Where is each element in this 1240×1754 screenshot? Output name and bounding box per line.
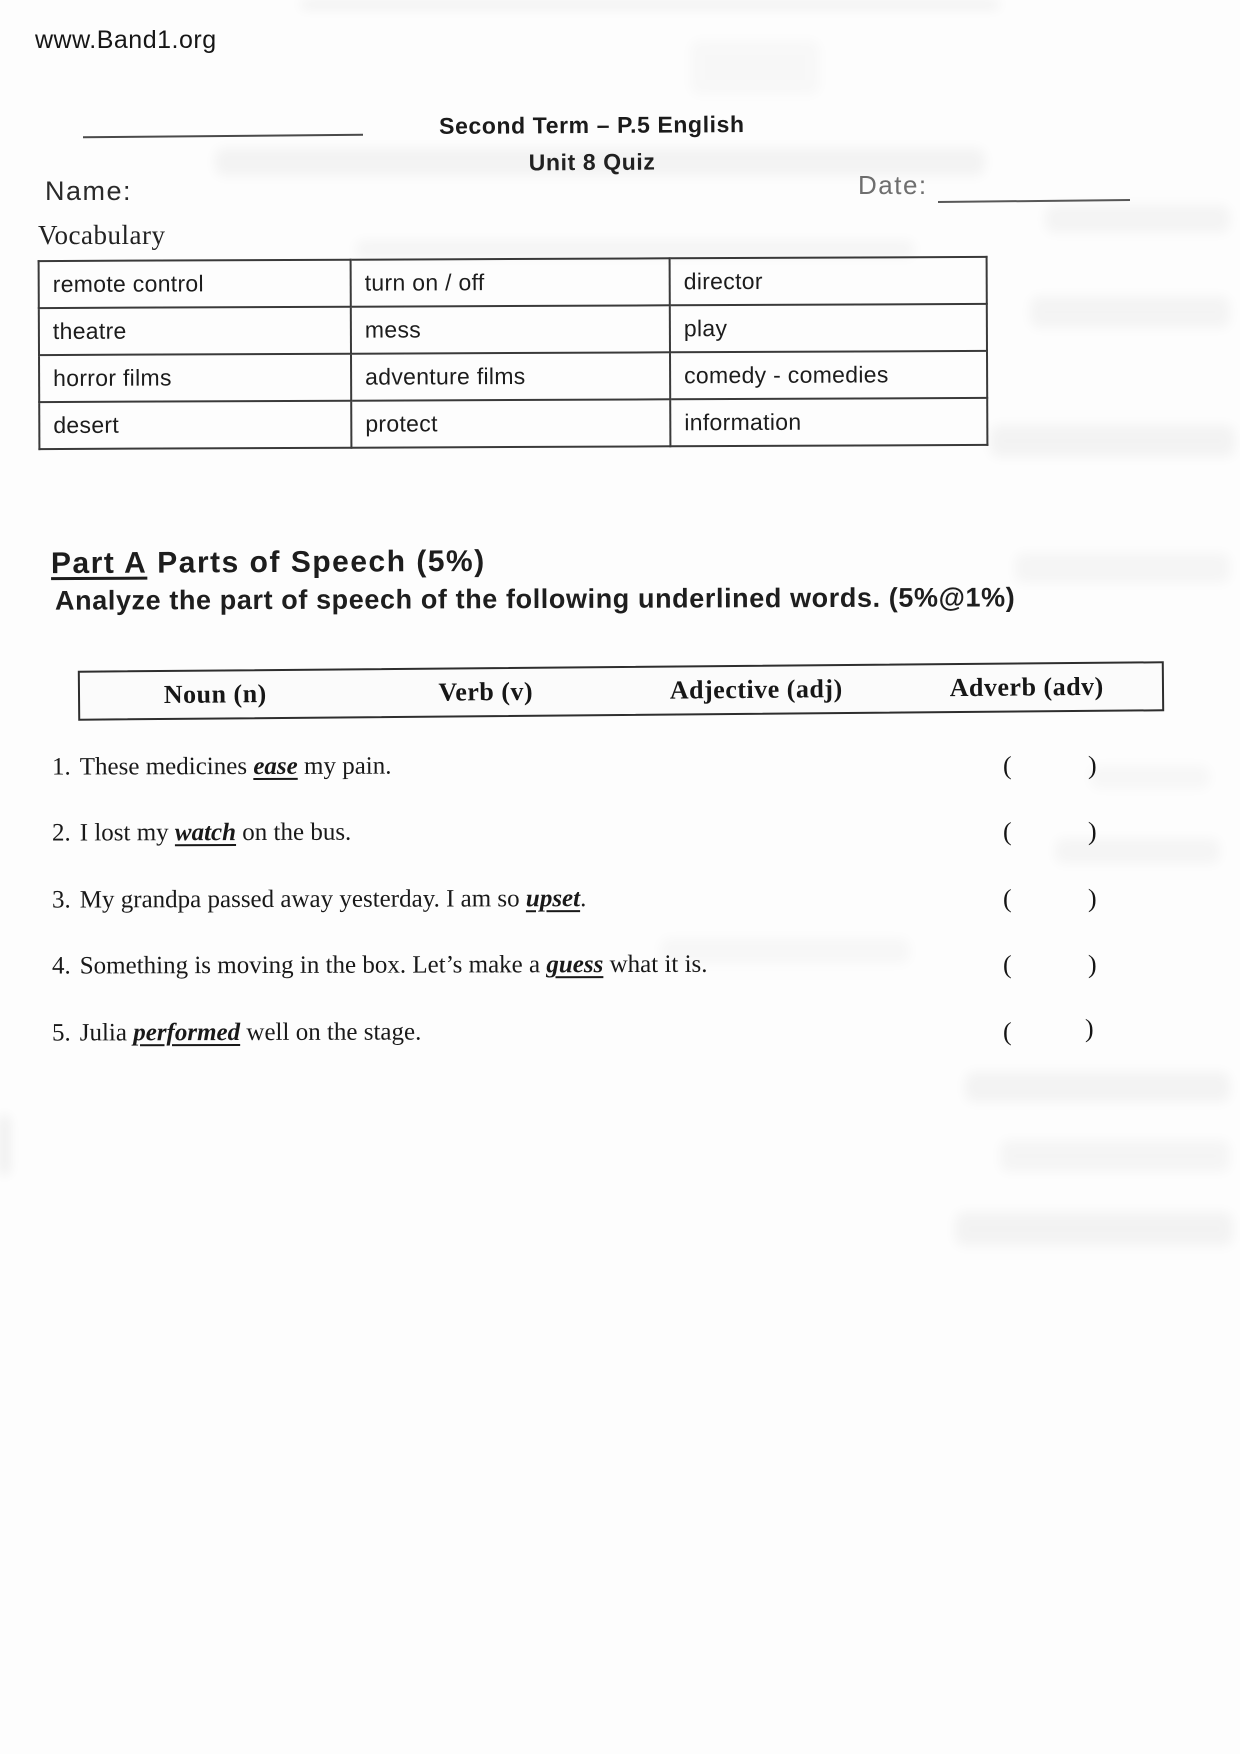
scan-artifact [1090, 765, 1210, 789]
scan-artifact [1045, 205, 1230, 233]
question-2 [52, 816, 1212, 855]
scan-artifact [955, 1212, 1233, 1246]
answer-paren-close: ) [1087, 949, 1097, 979]
pos-option-noun: Noun (n) [163, 679, 267, 709]
underlined-word: guess [546, 951, 604, 979]
scan-artifact [0, 1115, 9, 1175]
scan-artifact [965, 1072, 1230, 1102]
question-text: . [580, 885, 587, 913]
answer-paren-open: ( [1002, 751, 1012, 781]
part-a-instruction: Analyze the part of speech of the following underlined words. (5%@1%) [54, 582, 1016, 616]
date-blank-line [938, 199, 1130, 203]
scan-artifact [355, 240, 915, 258]
answer-paren-open: ( [1002, 817, 1012, 847]
vocab-cell: horror films [39, 354, 351, 402]
answer-paren-close: ) [1087, 750, 1097, 780]
vocab-cell: turn on / off [351, 258, 670, 306]
question-text: well on the stage. [240, 1018, 422, 1047]
part-a-label: Part A [50, 546, 148, 581]
date-label: Date: [858, 170, 928, 200]
table-row [39, 398, 987, 449]
pos-option-adverb: Adverb (adv) [949, 671, 1104, 703]
scan-artifact [660, 938, 910, 964]
vocab-cell: director [670, 257, 987, 305]
question-text: what it is. [603, 950, 708, 979]
vocab-cell: mess [351, 305, 670, 353]
vocab-cell: adventure films [351, 352, 670, 400]
answer-paren-close: ) [1087, 816, 1097, 846]
question-5 [51, 1013, 1212, 1055]
question-text: Something is moving in the box. Let’s make a [79, 951, 547, 980]
scan-artifact [215, 148, 985, 176]
name-label: Name: [45, 176, 133, 206]
vocabulary-table [38, 256, 989, 450]
scan-artifact [1015, 553, 1230, 583]
scan-artifact [300, 0, 1000, 9]
vocab-cell: protect [351, 399, 670, 447]
scan-artifact [690, 40, 820, 95]
underlined-word: watch [174, 819, 237, 847]
title-line-2: Unit 8 Quiz [528, 148, 656, 176]
pos-option-adjective: Adjective (adj) [669, 674, 843, 705]
scan-artifact [990, 425, 1235, 457]
answer-paren-open: ( [1002, 1017, 1012, 1047]
question-number: 3. [51, 886, 71, 914]
table-row [39, 351, 987, 402]
question-4 [52, 949, 1212, 988]
answer-paren-close: ) [1084, 1013, 1094, 1043]
scan-artifact [1030, 296, 1230, 328]
scan-artifact [1055, 838, 1220, 864]
table-row [39, 257, 987, 308]
pos-option-verb: Verb (v) [438, 676, 534, 707]
scan-artifact [1000, 1140, 1230, 1172]
name-field [45, 176, 132, 207]
question-text: I lost my [79, 819, 175, 847]
vocab-cell: comedy - comedies [670, 351, 987, 399]
vocabulary-heading: Vocabulary [38, 220, 166, 250]
part-a-title: Parts of Speech (5%) [157, 544, 486, 580]
question-text: These medicines [79, 752, 254, 781]
underlined-word: upset [525, 885, 581, 913]
table-row [39, 304, 987, 355]
question-3 [52, 883, 1212, 922]
question-text: Julia [79, 1019, 134, 1047]
answer-paren-open: ( [1002, 950, 1012, 980]
question-text: on the bus. [235, 818, 352, 847]
question-text: My grandpa passed away yesterday. I am so [79, 885, 526, 914]
vocab-cell: information [670, 398, 987, 446]
vocab-cell: remote control [39, 260, 351, 308]
vocab-cell: theatre [39, 307, 351, 355]
title-line-1: Second Term – P.5 English [439, 111, 745, 139]
underlined-word: performed [133, 1019, 241, 1047]
vocab-cell: desert [39, 401, 351, 449]
answer-paren-close: ) [1087, 883, 1097, 913]
question-number: 5. [51, 1019, 71, 1047]
question-text: my pain. [297, 752, 392, 780]
vocab-cell: play [670, 304, 987, 352]
question-number: 1. [51, 753, 71, 781]
underlined-word: ease [253, 752, 298, 780]
part-a-heading [51, 545, 486, 581]
parts-of-speech-option-box [78, 661, 1164, 720]
question-number: 2. [51, 819, 71, 847]
question-number: 4. [51, 952, 71, 980]
answer-paren-open: ( [1002, 884, 1012, 914]
website-watermark: www.Band1.org [35, 26, 217, 54]
question-1 [52, 750, 1212, 789]
